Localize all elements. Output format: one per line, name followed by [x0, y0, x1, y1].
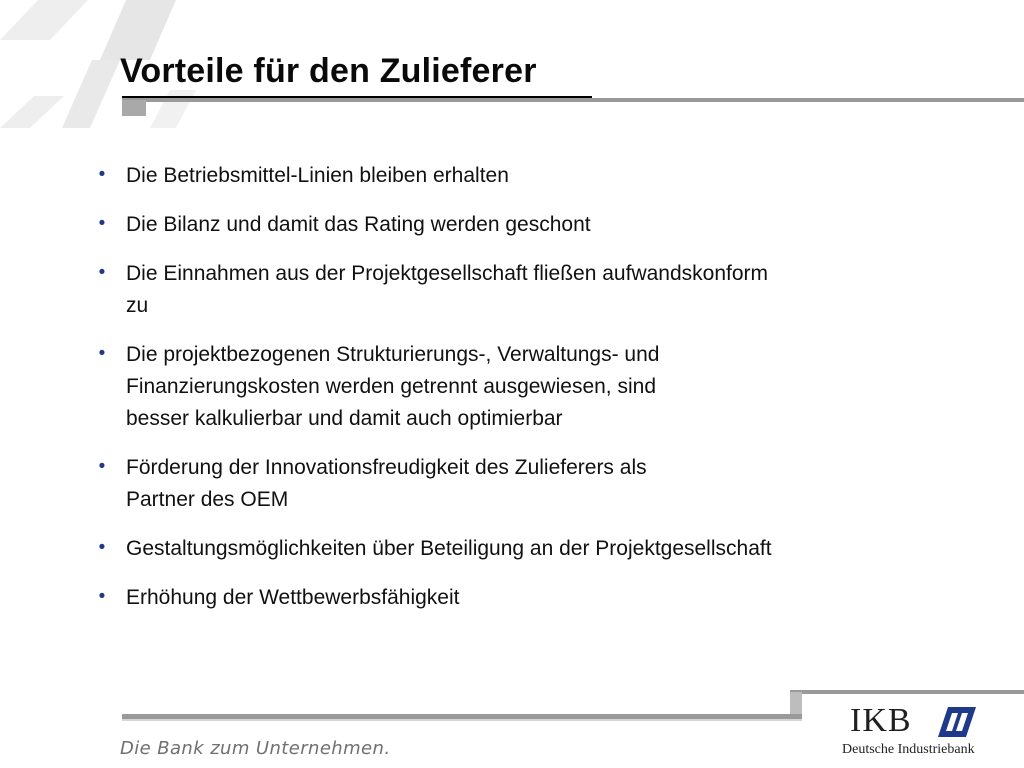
bullet-icon: •: [98, 343, 106, 364]
list-item: [92, 209, 952, 241]
list-item: [92, 258, 952, 322]
bullet-text: Förderung der Innovationsfreudigkeit des Zulieferers als Partner des OEM: [126, 456, 647, 511]
bullet-icon: •: [98, 262, 106, 283]
logo-wordmark: IKB: [850, 702, 912, 739]
bullet-text: Die projektbezogenen Strukturierungs-, Verwaltungs- und Finanzierungskosten werden getrennt ausgewiesen, sind besser kalkulierbar und damit auch optimierbar: [126, 343, 660, 430]
bullet-text: Die Einnahmen aus der Projektgesellschaft fließen aufwandskonform zu: [126, 262, 769, 317]
title-underline-accent: [122, 96, 592, 98]
list-item: [92, 452, 952, 516]
list-item: [92, 339, 952, 435]
ikb-logo: [842, 702, 992, 762]
bullet-icon: •: [98, 456, 106, 477]
list-item: [92, 533, 952, 565]
bullet-text: Gestaltungsmöglichkeiten über Beteiligung an der Projektgesellschaft: [126, 537, 772, 560]
ikb-slash-logo-icon: [934, 707, 976, 737]
bullet-icon: •: [98, 586, 106, 607]
footer-rule-shadow: [122, 719, 802, 721]
bullet-text: Die Bilanz und damit das Rating werden geschont: [126, 213, 591, 236]
logo-subtitle: Deutsche Industriebank: [842, 742, 975, 757]
bullet-icon: •: [98, 164, 106, 185]
page-title: Vorteile für den Zulieferer: [120, 52, 537, 90]
footer-rule-right: [790, 690, 1024, 694]
footer-slogan: Die Bank zum Unternehmen.: [120, 738, 391, 759]
list-item: [92, 582, 952, 614]
bullet-icon: •: [98, 213, 106, 234]
title-underline: [122, 98, 1024, 102]
bullet-text: Die Betriebsmittel-Linien bleiben erhalten: [126, 164, 509, 187]
bullet-icon: •: [98, 537, 106, 558]
title-underline-block: [122, 100, 146, 116]
bullet-text: Erhöhung der Wettbewerbsfähigkeit: [126, 586, 460, 609]
bullet-list: [92, 160, 952, 631]
list-item: [92, 160, 952, 192]
